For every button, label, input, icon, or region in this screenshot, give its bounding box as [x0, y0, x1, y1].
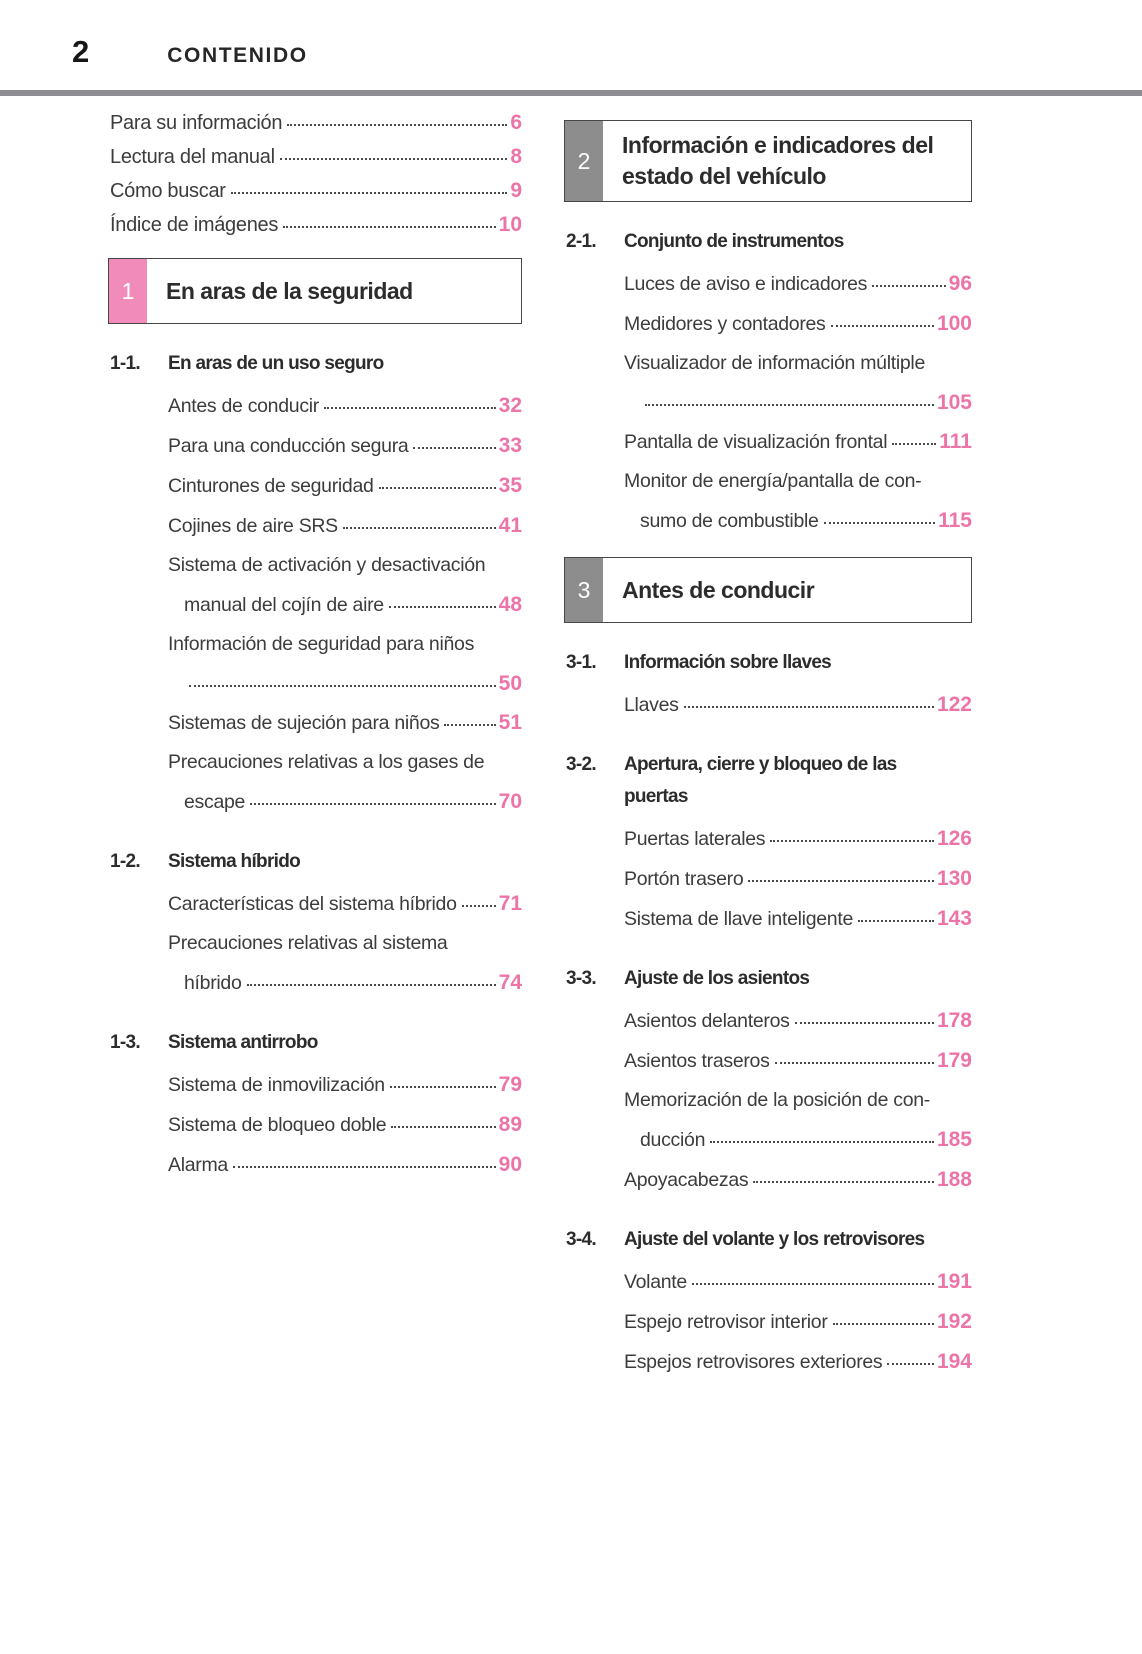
toc-entry — [624, 1342, 972, 1382]
section-heading — [566, 647, 972, 679]
toc-entry-text: Portón trasero — [624, 868, 744, 890]
toc-entry-row — [624, 859, 972, 899]
section-entry-list — [108, 1065, 522, 1185]
toc-entry-row — [168, 703, 522, 743]
section-title-line: Información sobre llaves — [624, 652, 832, 673]
chapter-title-line: En aras de la seguridad — [166, 277, 413, 304]
toc-entry — [624, 1041, 972, 1081]
dot-leader — [391, 1126, 495, 1128]
section-heading — [110, 1027, 522, 1059]
dot-leader — [858, 920, 934, 922]
section-entry-list — [564, 1262, 972, 1382]
toc-entry — [624, 462, 972, 541]
section-title — [624, 647, 972, 679]
section-title — [624, 226, 972, 258]
toc-page-number: 32 — [498, 394, 522, 417]
toc-entry-text: escape — [184, 791, 246, 813]
toc-entry-row — [624, 899, 972, 939]
chapter-box — [564, 557, 972, 623]
toc-entry-text: Sistema de inmovilización — [168, 1074, 385, 1096]
dot-leader — [444, 724, 495, 726]
toc-entry-text: Sistema de llave inteligente — [624, 908, 853, 930]
toc-entry — [110, 208, 522, 242]
section-heading — [566, 749, 972, 813]
dot-leader — [389, 606, 496, 608]
toc-column-right — [564, 104, 972, 1382]
toc-entry-row — [110, 208, 522, 242]
section-title — [168, 1027, 522, 1059]
toc-content — [108, 104, 972, 1382]
toc-entry — [624, 264, 972, 304]
toc-page-number: 115 — [938, 509, 972, 532]
dot-leader — [748, 880, 934, 882]
toc-entry — [624, 819, 972, 859]
dot-leader — [892, 443, 936, 445]
toc-entry-text: Luces de aviso e indicadores — [624, 273, 868, 295]
toc-entry-row — [168, 782, 522, 822]
toc-entry — [168, 1065, 522, 1105]
toc-section — [564, 749, 972, 939]
section-number: 1-3. — [110, 1032, 140, 1053]
toc-page-number: 178 — [936, 1009, 972, 1032]
section-title — [624, 749, 972, 813]
toc-entry-text: Lectura del manual — [110, 146, 275, 168]
section-number: 3-1. — [566, 652, 596, 673]
dot-leader — [324, 407, 496, 409]
toc-page-number: 50 — [498, 672, 522, 695]
dot-leader — [775, 1062, 934, 1064]
dot-leader — [247, 984, 496, 986]
toc-page-number: 71 — [498, 892, 522, 915]
section-entry-list — [564, 1001, 972, 1200]
toc-page-number: 192 — [936, 1310, 972, 1333]
section-number: 2-1. — [566, 231, 596, 252]
toc-page-number: 74 — [498, 971, 522, 994]
toc-entry-row — [110, 174, 522, 208]
toc-section — [564, 226, 972, 541]
toc-page-number: 6 — [510, 111, 522, 134]
toc-entry — [168, 546, 522, 625]
toc-entry-row — [624, 1041, 972, 1081]
toc-entry — [168, 703, 522, 743]
toc-entry-row — [168, 1065, 522, 1105]
toc-page-number: 130 — [936, 867, 972, 890]
toc-entry-row — [624, 685, 972, 725]
toc-entry-row — [168, 1145, 522, 1185]
toc-entry-text: Llaves — [624, 694, 679, 716]
dot-leader — [833, 1323, 934, 1325]
chapter-title — [565, 121, 943, 201]
toc-entry-text: Visualizador de información múltiple — [624, 352, 926, 374]
toc-page-number: 122 — [936, 693, 972, 716]
toc-page-number: 96 — [948, 272, 972, 295]
toc-entry-row — [624, 1342, 972, 1382]
section-entry-list — [564, 685, 972, 725]
toc-entry-text: Antes de conducir — [168, 395, 319, 417]
chapter-number-tab: 3 — [565, 558, 603, 622]
section-number: 3-4. — [566, 1229, 596, 1250]
toc-entry-row — [624, 422, 972, 462]
toc-column-left — [108, 104, 522, 1382]
toc-entry — [624, 422, 972, 462]
toc-page-number: 9 — [510, 179, 522, 202]
toc-entry-row — [624, 1262, 972, 1302]
toc-entry-row — [624, 819, 972, 859]
toc-entry-row — [168, 585, 522, 625]
toc-entry-text: Características del sistema híbrido — [168, 893, 457, 915]
toc-entry — [624, 685, 972, 725]
toc-section — [564, 963, 972, 1200]
toc-entry-text: ducción — [640, 1129, 706, 1151]
toc-entry-row — [624, 383, 972, 422]
toc-entry — [624, 1262, 972, 1302]
toc-entry-text: Monitor de energía/pantalla de con- — [624, 470, 922, 492]
toc-entry-text: Espejo retrovisor interior — [624, 1311, 828, 1333]
dot-leader — [872, 285, 946, 287]
page-number: 2 — [72, 34, 90, 69]
toc-entry — [110, 140, 522, 174]
section-heading — [110, 846, 522, 878]
section-title-line: Ajuste del volante y los retrovisores — [624, 1229, 925, 1250]
toc-entry-text: Cinturones de seguridad — [168, 475, 374, 497]
toc-section — [108, 348, 522, 822]
toc-entry-row — [110, 106, 522, 140]
toc-page-number: 185 — [936, 1128, 972, 1151]
toc-entry — [168, 884, 522, 924]
toc-entry-text: Sistema de activación y desactivación — [168, 554, 486, 576]
toc-page-number: 194 — [936, 1350, 972, 1373]
toc-entry — [624, 1081, 972, 1160]
toc-page-number: 8 — [510, 145, 522, 168]
toc-entry — [110, 174, 522, 208]
section-heading — [110, 348, 522, 380]
toc-entry — [168, 506, 522, 546]
toc-entry-row — [624, 264, 972, 304]
toc-entry-text: Para una conducción segura — [168, 435, 409, 457]
toc-entry-row — [168, 386, 522, 426]
section-heading — [566, 963, 972, 995]
toc-entry — [624, 1302, 972, 1342]
toc-page-number: 191 — [936, 1270, 972, 1293]
toc-entry-row — [624, 1302, 972, 1342]
toc-page-number: 79 — [498, 1073, 522, 1096]
toc-entry-text: Alarma — [168, 1154, 228, 1176]
toc-entry-row — [168, 466, 522, 506]
section-title-line: Sistema antirrobo — [168, 1032, 318, 1053]
dot-leader — [250, 803, 496, 805]
dot-leader — [824, 522, 936, 524]
toc-entry — [624, 1160, 972, 1200]
dot-leader — [645, 404, 934, 406]
toc-entry-text: Espejos retrovisores exteriores — [624, 1351, 883, 1373]
toc-section — [564, 1224, 972, 1382]
toc-entry-row — [624, 1160, 972, 1200]
section-title — [624, 963, 972, 995]
toc-entry-text: Pantalla de visualización frontal — [624, 431, 888, 453]
section-number: 3-3. — [566, 968, 596, 989]
chapter-title-line: estado del vehículo — [622, 163, 826, 189]
toc-entry-text: Información de seguridad para niños — [168, 633, 475, 655]
toc-entry — [624, 859, 972, 899]
page-header — [72, 34, 308, 70]
toc-page-number: 70 — [498, 790, 522, 813]
toc-entry — [168, 466, 522, 506]
toc-entry-row — [168, 506, 522, 546]
dot-leader — [390, 1086, 496, 1088]
dot-leader — [770, 840, 934, 842]
dot-leader — [710, 1141, 934, 1143]
section-title-line: puertas — [624, 786, 688, 807]
toc-entry-text: híbrido — [184, 972, 242, 994]
toc-entry-row — [624, 501, 972, 541]
dot-leader — [231, 192, 508, 194]
section-number: 1-1. — [110, 353, 140, 374]
toc-entry-row — [168, 1105, 522, 1145]
dot-leader — [795, 1022, 934, 1024]
section-title — [624, 1224, 972, 1256]
toc-page-number: 35 — [498, 474, 522, 497]
section-title — [168, 846, 522, 878]
front-matter-list — [108, 106, 522, 242]
dot-leader — [280, 158, 508, 160]
page-title: CONTENIDO — [167, 44, 308, 67]
toc-entry — [624, 1001, 972, 1041]
toc-page-number: 111 — [939, 430, 972, 453]
section-title-line: Conjunto de instrumentos — [624, 231, 844, 252]
section-entry-list — [108, 386, 522, 822]
toc-entry-text: Puertas laterales — [624, 828, 766, 850]
toc-page-number: 41 — [498, 514, 522, 537]
section-title-line: Sistema híbrido — [168, 851, 301, 872]
toc-entry-text: sumo de combustible — [640, 510, 819, 532]
toc-entry — [168, 426, 522, 466]
dot-leader — [233, 1166, 496, 1168]
dot-leader — [283, 226, 496, 228]
toc-entry-text: Sistema de bloqueo doble — [168, 1114, 387, 1136]
dot-leader — [887, 1363, 934, 1365]
section-title — [168, 348, 522, 380]
toc-entry-row — [168, 426, 522, 466]
section-entry-list — [108, 884, 522, 1003]
toc-entry-text: Memorización de la posición de con- — [624, 1089, 930, 1111]
chapter-title-line: Antes de conducir — [622, 576, 815, 603]
section-heading — [566, 1224, 972, 1256]
toc-entry-row — [624, 1001, 972, 1041]
chapter-title-line: Información e indicadores del — [622, 132, 934, 158]
section-entry-list — [564, 819, 972, 939]
toc-entry — [168, 1105, 522, 1145]
section-title-line: Ajuste de los asientos — [624, 968, 810, 989]
dot-leader — [684, 706, 934, 708]
toc-page-number: 105 — [936, 391, 972, 414]
toc-entry-row — [110, 140, 522, 174]
toc-entry-text: Sistemas de sujeción para niños — [168, 712, 440, 734]
toc-entry-text: Precauciones relativas al sistema — [168, 932, 448, 954]
toc-entry-text: Medidores y contadores — [624, 313, 826, 335]
toc-entry — [168, 625, 522, 703]
dot-leader — [462, 905, 496, 907]
dot-leader — [189, 685, 496, 687]
toc-section — [108, 1027, 522, 1185]
toc-entry — [168, 1145, 522, 1185]
dot-leader — [831, 325, 934, 327]
section-title-line: Apertura, cierre y bloqueo de las — [624, 754, 897, 775]
toc-entry-text: Cómo buscar — [110, 180, 226, 202]
header-divider — [0, 90, 1142, 96]
chapter-box — [564, 120, 972, 202]
toc-entry-row — [168, 963, 522, 1003]
dot-leader — [343, 527, 496, 529]
chapter-box — [108, 258, 522, 324]
section-title-line: En aras de un uso seguro — [168, 353, 384, 374]
toc-entry — [168, 743, 522, 822]
toc-entry-text: Para su información — [110, 112, 283, 134]
toc-entry-text: Índice de imágenes — [110, 214, 279, 236]
toc-page-number: 10 — [498, 213, 522, 236]
toc-entry-text: Volante — [624, 1271, 687, 1293]
toc-entry — [110, 106, 522, 140]
toc-entry-text: Apoyacabezas — [624, 1169, 749, 1191]
toc-page-number: 48 — [498, 593, 522, 616]
toc-entry-row — [624, 1120, 972, 1160]
toc-section — [108, 846, 522, 1003]
toc-page-number: 100 — [936, 312, 972, 335]
section-heading — [566, 226, 972, 258]
toc-entry-row — [168, 884, 522, 924]
section-number: 1-2. — [110, 851, 140, 872]
toc-entry-text: Asientos traseros — [624, 1050, 770, 1072]
toc-entry — [624, 344, 972, 422]
chapter-title — [565, 566, 824, 615]
toc-page-number: 33 — [498, 434, 522, 457]
toc-entry-text: Asientos delanteros — [624, 1010, 790, 1032]
toc-entry-row — [624, 304, 972, 344]
chapter-title — [109, 267, 423, 316]
chapter-number-tab: 1 — [109, 259, 147, 323]
toc-page-number: 89 — [498, 1113, 522, 1136]
toc-entry — [168, 924, 522, 1003]
dot-leader — [413, 447, 495, 449]
toc-page-number: 126 — [936, 827, 972, 850]
toc-entry — [168, 386, 522, 426]
toc-section — [564, 647, 972, 725]
section-number: 3-2. — [566, 754, 596, 775]
toc-page-number: 51 — [498, 711, 522, 734]
toc-page-number: 188 — [936, 1168, 972, 1191]
toc-entry-row — [168, 664, 522, 703]
toc-entry — [624, 899, 972, 939]
toc-entry-text: Precauciones relativas a los gases de — [168, 751, 485, 773]
chapter-number-tab: 2 — [565, 121, 603, 201]
dot-leader — [379, 487, 496, 489]
dot-leader — [287, 124, 507, 126]
section-entry-list — [564, 264, 972, 541]
dot-leader — [692, 1283, 934, 1285]
toc-page-number: 179 — [936, 1049, 972, 1072]
toc-page-number: 143 — [936, 907, 972, 930]
toc-page-number: 90 — [498, 1153, 522, 1176]
toc-entry-text: manual del cojín de aire — [184, 594, 384, 616]
toc-entry-text: Cojines de aire SRS — [168, 515, 338, 537]
dot-leader — [753, 1181, 934, 1183]
toc-entry — [624, 304, 972, 344]
